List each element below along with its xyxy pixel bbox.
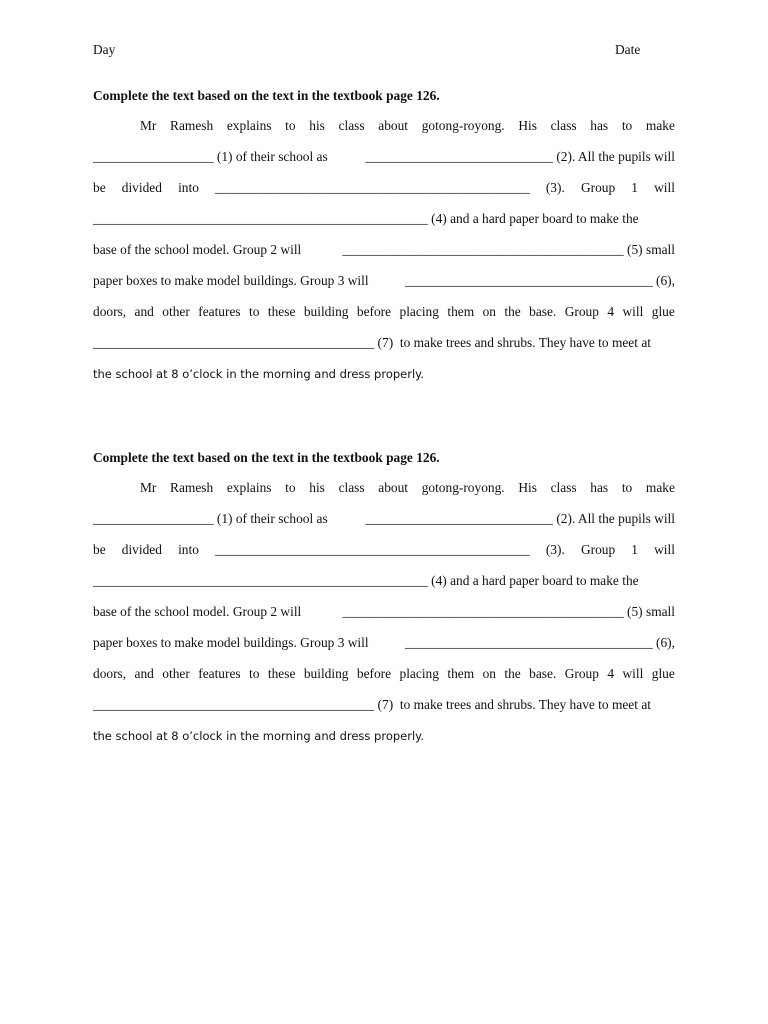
text-segment: make [645, 118, 675, 133]
text-segment: them [447, 666, 475, 681]
text-segment: glue [651, 666, 675, 681]
text-segment: class [550, 118, 577, 133]
text-segment: __________________ (1) of their school as [93, 149, 328, 164]
text-segment: __________________________________________________ (4) and a hard paper board to make the [93, 211, 639, 226]
text-segment: the [504, 666, 521, 681]
text-segment: class [550, 480, 577, 495]
text-segment: divided [121, 542, 162, 557]
paragraph-line [93, 480, 675, 511]
text-segment: Mr [140, 118, 157, 133]
text-segment: __________________ (1) of their school as [93, 511, 328, 526]
text-segment: class [338, 118, 365, 133]
text-segment: __________________________________________ (7) to make trees and shrubs. They have to meet at [93, 697, 651, 712]
text-segment: _____________________________________ (6), [404, 273, 675, 288]
text-segment: on [482, 666, 496, 681]
cloze-paragraph [93, 480, 675, 759]
text-segment: gotong-royong. [421, 480, 505, 495]
text-segment: __________________________________________ (5) small [342, 604, 675, 619]
text-segment: and [134, 666, 154, 681]
text-segment: has [590, 480, 609, 495]
text-segment: features [198, 304, 241, 319]
text-segment: His [518, 480, 537, 495]
text-segment: make [645, 480, 675, 495]
text-segment: to [621, 118, 633, 133]
text-segment: _____________________________________ (6), [404, 635, 675, 650]
text-segment: __________________________________________ (5) small [342, 242, 675, 257]
paragraph-line [93, 604, 675, 635]
text-segment: has [590, 118, 609, 133]
text-segment: other [162, 666, 190, 681]
paragraph-line [93, 149, 675, 180]
paragraph-line [93, 335, 675, 366]
text-segment: these [267, 666, 296, 681]
text-segment: into [178, 180, 199, 195]
cloze-paragraph [93, 118, 675, 397]
paragraph-line [93, 366, 675, 397]
text-segment: His [518, 118, 537, 133]
text-segment: base of the school model. Group 2 will [93, 604, 302, 619]
text-segment: glue [651, 304, 675, 319]
text-segment: about [378, 118, 409, 133]
day-label: Day [93, 42, 116, 57]
text-segment: Group [564, 304, 599, 319]
text-segment: doors, [93, 304, 127, 319]
text-segment: class [338, 480, 365, 495]
text-segment: his [309, 480, 325, 495]
text-segment: his [309, 118, 325, 133]
paragraph-line [93, 728, 675, 759]
text-segment: _______________________________________________ [215, 542, 530, 557]
exercise-section-2 [93, 450, 675, 759]
text-segment: base. [529, 666, 557, 681]
text-segment: Group [580, 542, 616, 557]
text-segment: base. [529, 304, 557, 319]
text-segment: be [93, 180, 106, 195]
text-segment: about [378, 480, 409, 495]
text-segment: building [303, 304, 349, 319]
text-segment: will [622, 666, 644, 681]
text-segment: to [285, 480, 296, 495]
text-segment: features [198, 666, 241, 681]
paragraph-line [93, 304, 675, 335]
text-segment: base of the school model. Group 2 will [93, 242, 302, 257]
text-segment: building [303, 666, 349, 681]
text-segment: to [249, 666, 260, 681]
text-segment: _______________________________________________ [215, 180, 530, 195]
text-segment: to [621, 480, 633, 495]
text-segment: divided [121, 180, 162, 195]
text-segment: gotong-royong. [421, 118, 505, 133]
text-segment: explains [226, 480, 272, 495]
paragraph-line [93, 542, 675, 573]
text-segment: the school at 8 o’clock in the morning and dress properly. [93, 367, 424, 381]
text-segment: on [482, 304, 496, 319]
text-segment: to [249, 304, 260, 319]
paragraph-line [93, 573, 675, 604]
paragraph-line [93, 180, 675, 211]
text-segment: 4 [607, 666, 615, 681]
text-segment: will [654, 180, 675, 195]
text-segment: the school at 8 o’clock in the morning and dress properly. [93, 729, 424, 743]
text-segment: 1 [631, 542, 638, 557]
text-segment: will [622, 304, 644, 319]
text-segment: placing [399, 304, 439, 319]
paragraph-line [93, 697, 675, 728]
text-segment: (3). [545, 180, 565, 195]
text-segment: them [447, 304, 475, 319]
date-label: Date [615, 42, 641, 57]
paragraph-line [93, 242, 675, 273]
exercise-heading: Complete the text based on the text in the textbook page 126. [93, 88, 440, 103]
text-segment: Mr [140, 480, 157, 495]
text-segment: be [93, 542, 106, 557]
text-segment: these [267, 304, 296, 319]
text-segment: ____________________________ (2). All the pupils will [365, 511, 675, 526]
text-segment: and [134, 304, 154, 319]
text-segment: Group [580, 180, 616, 195]
text-segment: before [356, 304, 392, 319]
text-segment: 1 [631, 180, 638, 195]
text-segment: into [178, 542, 199, 557]
text-segment: Ramesh [170, 480, 214, 495]
text-segment: 4 [607, 304, 615, 319]
text-segment: will [654, 542, 675, 557]
text-segment: doors, [93, 666, 127, 681]
text-segment: Ramesh [170, 118, 214, 133]
text-segment: ____________________________ (2). All the pupils will [365, 149, 675, 164]
paragraph-line [93, 273, 675, 304]
paragraph-line [93, 635, 675, 666]
text-segment: the [504, 304, 521, 319]
text-segment: paper boxes to make model buildings. Group 3 will [93, 635, 369, 650]
paragraph-line [93, 666, 675, 697]
paragraph-line [93, 211, 675, 242]
paragraph-line [93, 118, 675, 149]
text-segment: (3). [545, 542, 565, 557]
text-segment: to [285, 118, 296, 133]
text-segment: Group [564, 666, 599, 681]
paragraph-line [93, 511, 675, 542]
text-segment: explains [226, 118, 272, 133]
exercise-heading: Complete the text based on the text in the textbook page 126. [93, 450, 440, 465]
text-segment: __________________________________________________ (4) and a hard paper board to make the [93, 573, 639, 588]
text-segment: before [356, 666, 392, 681]
exercise-section-1 [93, 88, 675, 397]
text-segment: __________________________________________ (7) to make trees and shrubs. They have to meet at [93, 335, 651, 350]
text-segment: other [162, 304, 190, 319]
text-segment: paper boxes to make model buildings. Group 3 will [93, 273, 369, 288]
text-segment: placing [399, 666, 439, 681]
